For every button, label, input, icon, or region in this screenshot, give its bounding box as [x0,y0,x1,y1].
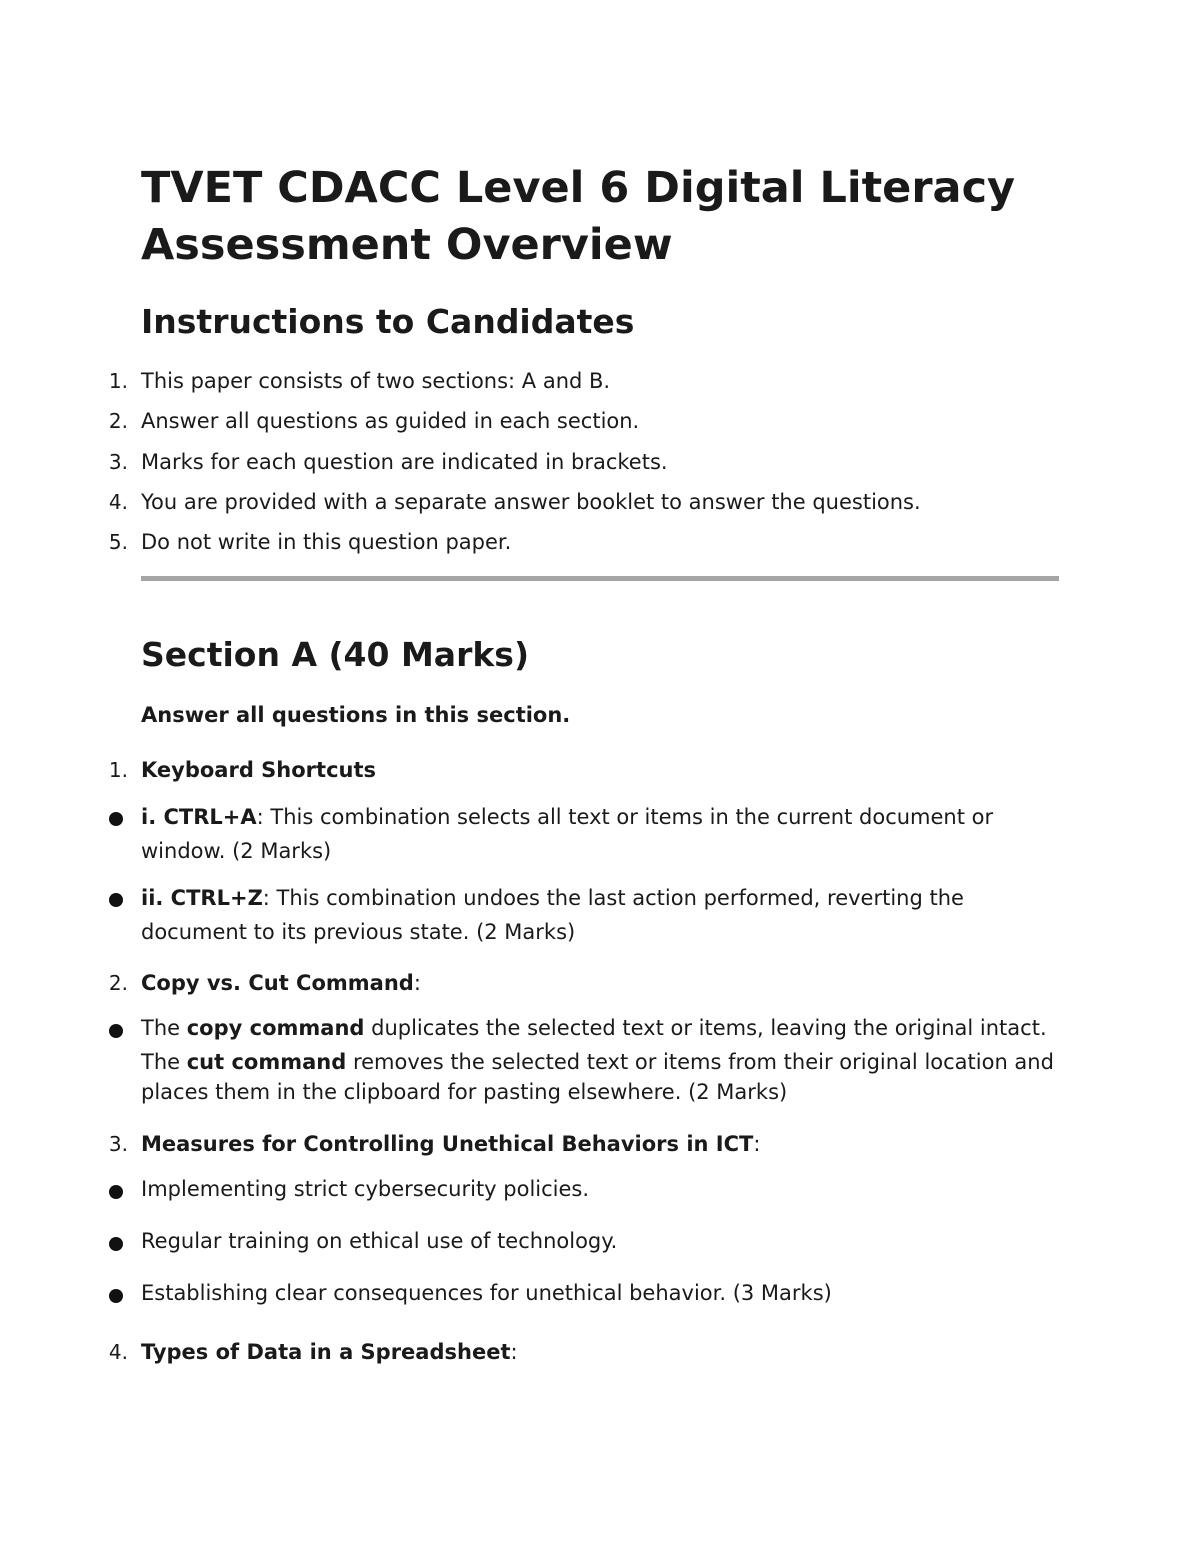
cut-term: cut command [186,1050,347,1074]
shortcut-description: : This combination undoes the last action performed, reverting the document to its previous state. (2 Marks) [141,886,964,944]
shortcut-label: i. CTRL+A [141,805,257,829]
title-colon: : [510,1340,518,1364]
instruction-number: 5. [108,530,128,554]
list-item-continuation [141,1047,1061,1107]
shortcut-description: : This combination selects all text or items in the current document or window. (2 Marks) [141,805,994,863]
instruction-number: 4. [108,490,128,514]
question-number: 4. [108,1340,128,1364]
question-title: Measures for Controlling Unethical Behaviors in ICT [141,1132,754,1156]
question-number: 1. [108,758,128,782]
title-colon: : [753,1132,761,1156]
copy-term: copy command [186,1016,365,1040]
question-title-line [141,968,1071,998]
instruction-number: 1. [108,369,128,393]
instruction-item: Marks for each question are indicated in brackets. [141,450,668,474]
question-title: Types of Data in a Spreadsheet [141,1340,511,1364]
list-item: Establishing clear consequences for unethical behavior. (3 Marks) [141,1281,832,1305]
bullet-icon [109,1024,123,1038]
question-number: 3. [108,1132,128,1156]
list-item [141,881,1061,949]
section-a-subheading: Answer all questions in this section. [141,703,571,727]
horizontal-divider [141,576,1059,581]
cut-description: removes the selected text or items from their original location and places them in the clipboard for pasting elsewhere. (2 Marks) [141,1050,1054,1104]
section-a-heading: Section A (40 Marks) [141,635,530,674]
question-title-line [141,1337,1071,1367]
list-item: Implementing strict cybersecurity policies. [141,1177,590,1201]
instruction-number: 2. [108,409,128,433]
bullet-icon [109,1237,123,1251]
instruction-item: You are provided with a separate answer booklet to answer the questions. [141,490,921,514]
title-colon: : [413,971,421,995]
question-title: Keyboard Shortcuts [141,758,376,782]
document-title: TVET CDACC Level 6 Digital Literacy Assessment Overview [141,163,1016,270]
instruction-item: This paper consists of two sections: A and B. [141,369,611,393]
shortcut-label: ii. CTRL+Z [141,886,263,910]
instructions-heading: Instructions to Candidates [141,302,635,341]
cut-prefix: The [141,1050,187,1074]
list-item [141,800,1061,868]
question-title: Copy vs. Cut Command [141,971,414,995]
list-item [141,1013,1071,1043]
instruction-item: Answer all questions as guided in each section. [141,409,640,433]
bullet-icon [109,1289,123,1303]
bullet-icon [109,1185,123,1199]
instruction-number: 3. [108,450,128,474]
bullet-icon [109,893,123,907]
copy-description: duplicates the selected text or items, leaving the original intact. [364,1016,1047,1040]
list-item: Regular training on ethical use of technology. [141,1229,618,1253]
copy-prefix: The [141,1016,187,1040]
question-title-line [141,1129,1071,1159]
question-number: 2. [108,971,128,995]
instruction-item: Do not write in this question paper. [141,530,512,554]
bullet-icon [109,812,123,826]
